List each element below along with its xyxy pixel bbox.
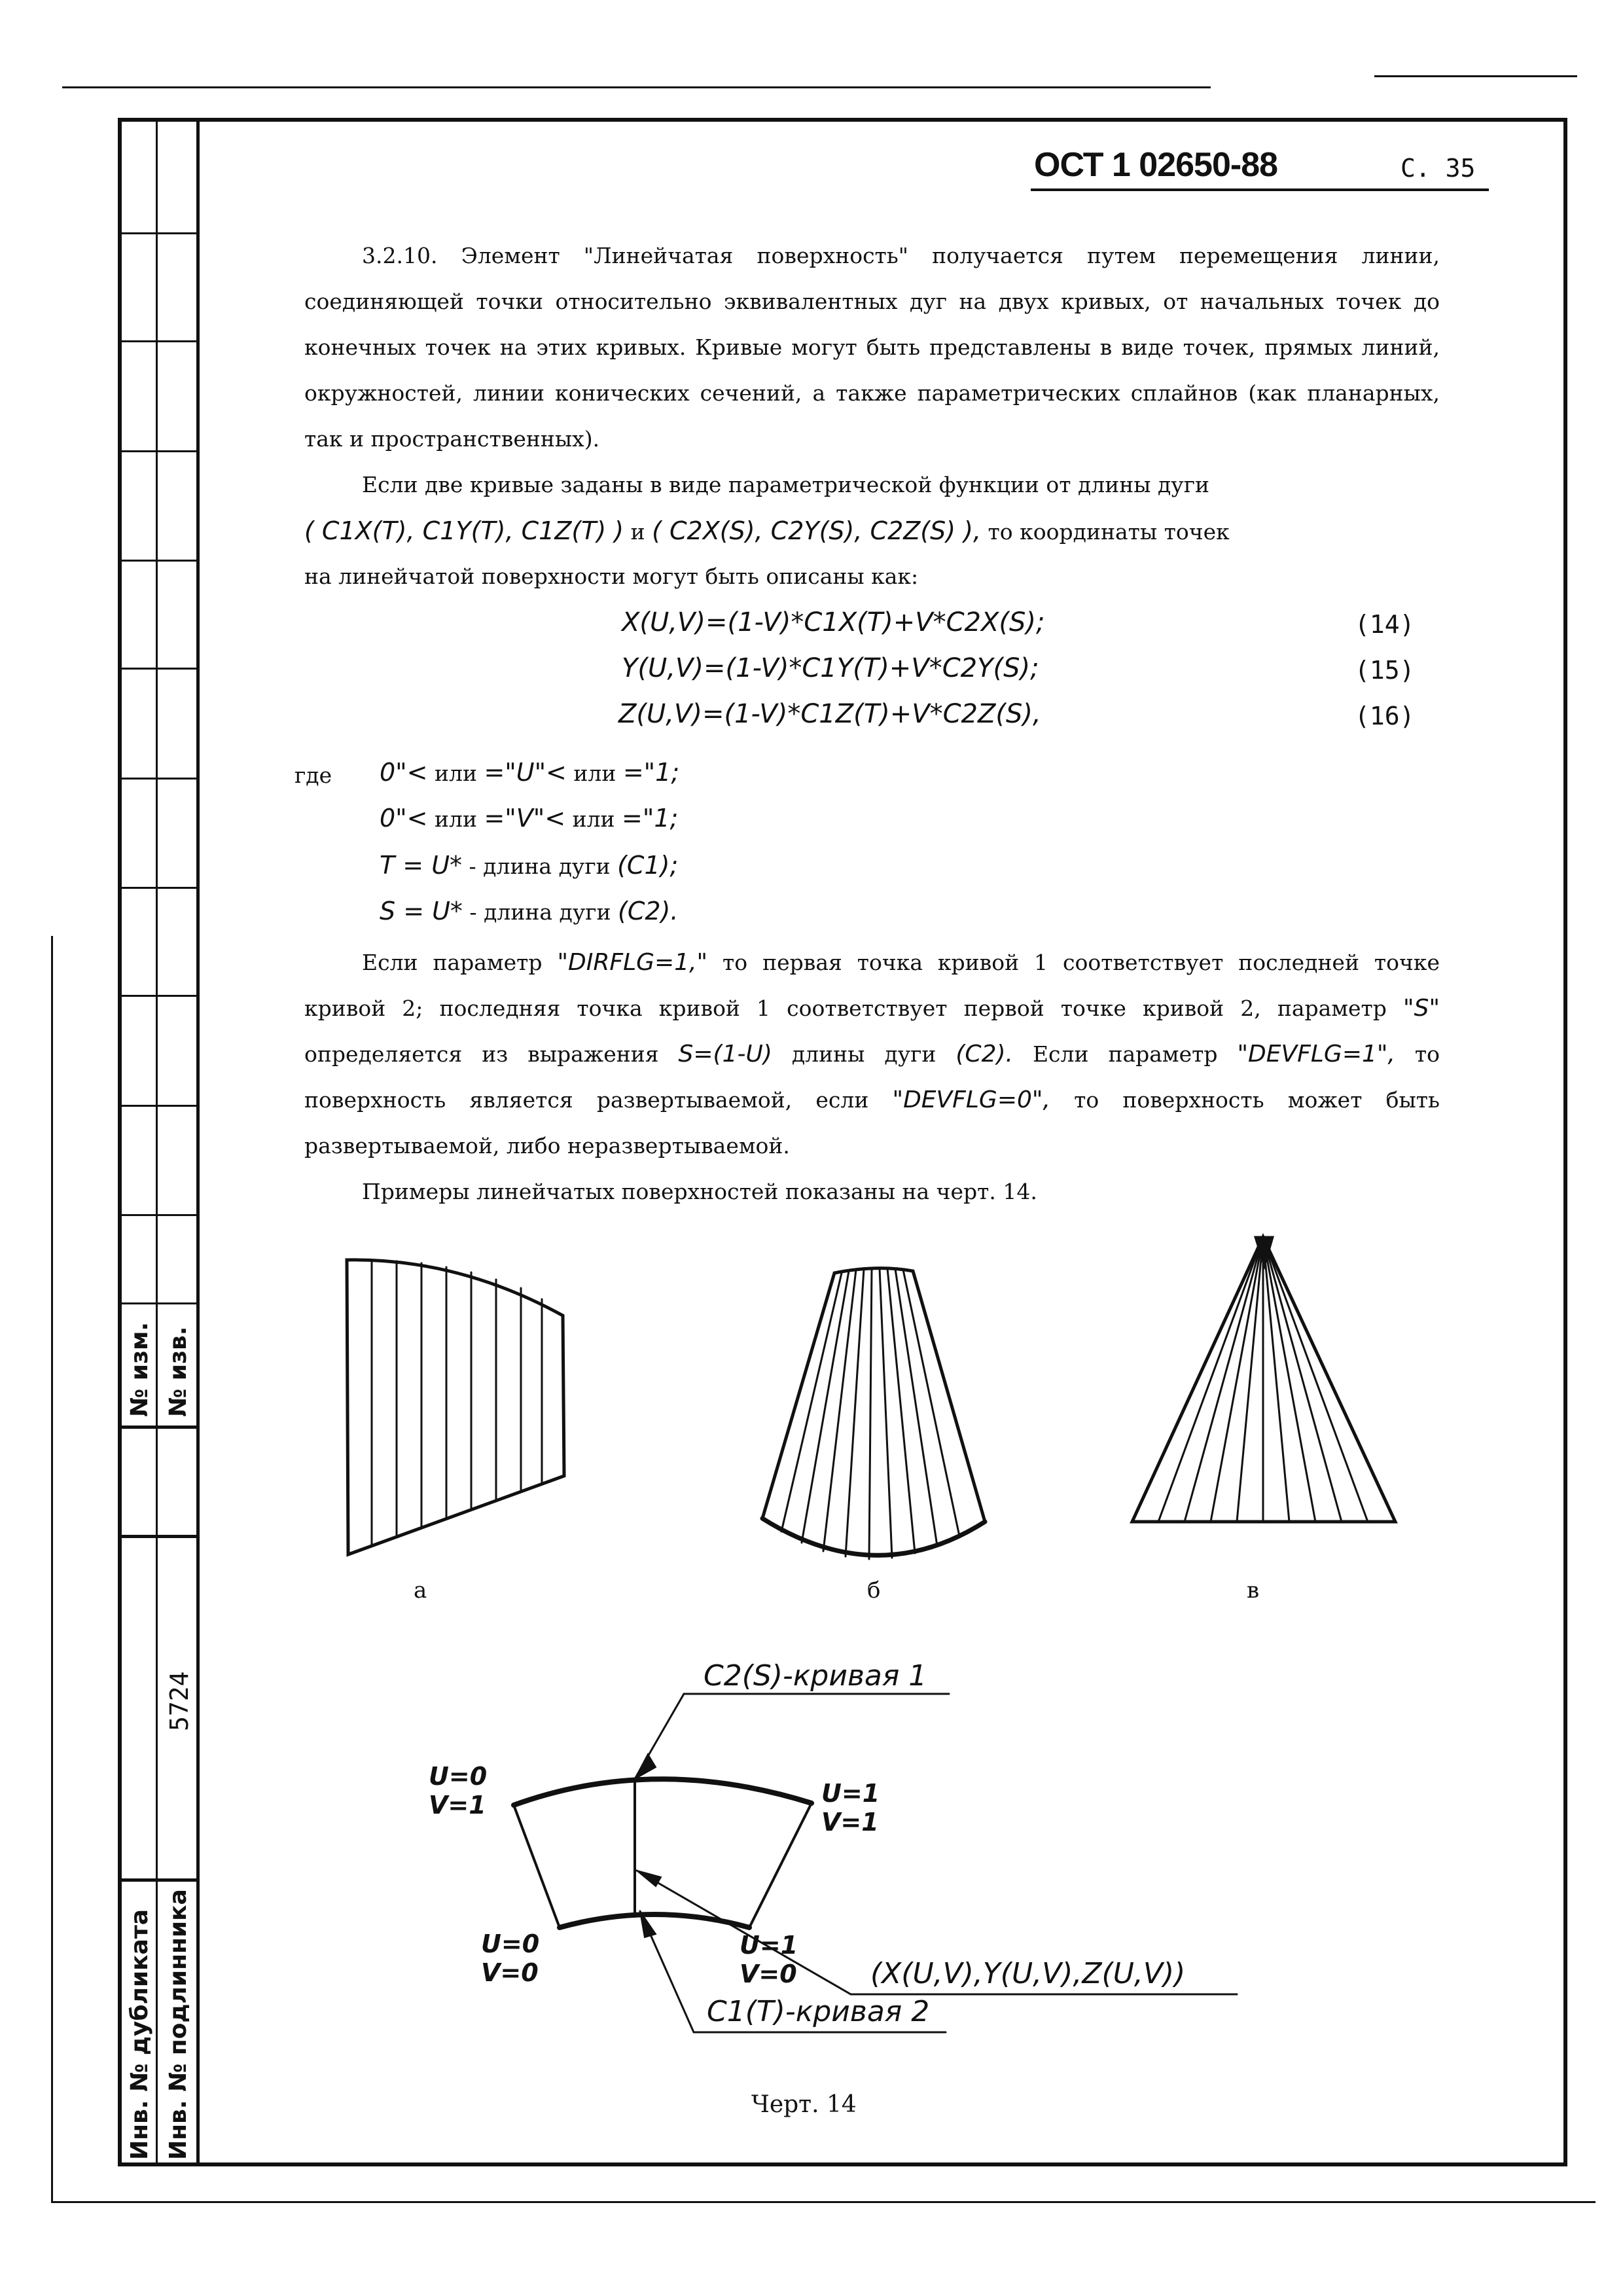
c2-ref: (C2). <box>955 1041 1013 1067</box>
corner-tr-v: V=1 <box>821 1808 879 1837</box>
standard-number: ОСТ 1 02650-88 <box>1034 146 1278 184</box>
devflg-1: "DEVFLG=1", <box>1237 1041 1395 1067</box>
original-inventory-number: 5724 <box>165 1671 194 1731</box>
duplicate-inventory-label: Инв. № дубликата <box>126 1909 153 2160</box>
coords-text: то координаты точек <box>981 519 1230 545</box>
page-number: С. 35 <box>1400 154 1476 183</box>
cond-u-a: 0"< <box>380 758 428 787</box>
figure-caption: Черт. 14 <box>751 2091 857 2118</box>
devflg-0: "DEVFLG=0", <box>892 1086 1050 1113</box>
figure-v-ruled-surface <box>1132 1237 1395 1522</box>
cond-v-e: ="1; <box>622 804 679 833</box>
cond-v-b: или <box>427 806 484 832</box>
corner-bl-u: U=0 <box>481 1929 540 1958</box>
cond-u-b: или <box>427 761 484 786</box>
p3-g: длины дуги <box>772 1041 956 1067</box>
cond-u-c: ="U"< <box>484 758 567 787</box>
paragraph-examples: Примеры линейчатых поверхностей показаны на черт. 14. <box>362 1179 1037 1204</box>
corner-top-right <box>821 1779 880 1837</box>
figure-b-label: б <box>867 1577 881 1604</box>
cond-v-c: ="V"< <box>484 804 566 833</box>
formula-15-number: (15) <box>1355 656 1415 685</box>
p3-m: то поверхность может быть развертываемой, либо неразвертываемой. <box>304 1087 1440 1158</box>
paragraph-3-2-10: 3.2.10. Элемент "Линейчатая поверхность" получается путем перемещения линии, соединяющей точки относительно эквивалентных дуг на двух кривых, от начальных точек до конечных точек на этих кривых. Кривые могут быть представлены в виде точек, прямых линий, окружностей, линии конических сечений, а также параметрических сплайнов (как планарных, так и пространственных). <box>304 243 1440 452</box>
p3-a: Если параметр <box>362 950 558 975</box>
formula-15: Y(U,V)=(1-V)*C1Y(T)+V*C2Y(S); <box>622 653 1039 683</box>
curve2-functions: ( C2X(S), C2Y(S), C2Z(S) ), <box>652 516 982 545</box>
formula-16-number: (16) <box>1355 702 1415 730</box>
cond-t-a: T = U* <box>380 851 463 880</box>
figure-v-label: в <box>1247 1577 1260 1604</box>
p3-c: то первая точка кривой 1 соответствует последней точке кривой 2; последняя точка кривой 1 соответствует первой точке кривой 2, параметр <box>304 950 1440 1021</box>
where-word: где <box>294 762 332 788</box>
formula-14: X(U,V)=(1-V)*C1X(T)+V*C2X(S); <box>622 607 1045 637</box>
param-intro-text: Если две кривые заданы в виде параметрической функции от длины дуги <box>362 472 1210 497</box>
figure-b-ruled-surface <box>762 1268 985 1559</box>
corner-top-left <box>429 1762 487 1820</box>
and-word: и <box>624 519 652 545</box>
p3-e: определяется из выражения <box>304 1041 679 1067</box>
formula-14-number: (14) <box>1355 610 1415 639</box>
corner-br-u: U=1 <box>740 1931 798 1960</box>
notice-number-label: № изв. <box>165 1326 192 1417</box>
change-number-label: № изм. <box>126 1321 153 1417</box>
surface-point-label: (X(U,V),Y(U,V),Z(U,V)) <box>870 1957 1186 1990</box>
cond-u-e: ="1; <box>622 758 680 787</box>
corner-bottom-left <box>481 1929 539 1987</box>
original-inventory-label: Инв. № подлинника <box>165 1889 192 2160</box>
corner-br-v: V=0 <box>740 1960 797 1988</box>
p3-i: Если параметр <box>1012 1041 1238 1067</box>
cond-t-c: (C1); <box>617 851 679 880</box>
cond-v-d: или <box>565 806 622 832</box>
param-outro-line: на линейчатой поверхности могут быть описаны как: <box>304 564 919 589</box>
corner-tl-u: U=0 <box>429 1762 488 1791</box>
cond-u-d: или <box>566 761 623 786</box>
cond-v-a: 0"< <box>380 804 428 833</box>
formula-16: Z(U,V)=(1-V)*C1Z(T)+V*C2Z(S), <box>618 699 1041 729</box>
corner-tr-u: U=1 <box>821 1779 880 1808</box>
s-expression: S=(1-U) <box>678 1041 772 1067</box>
corner-bottom-right <box>740 1931 798 1988</box>
corner-bl-v: V=0 <box>481 1958 539 1987</box>
figure-a-ruled-surface <box>347 1260 564 1554</box>
cond-s-b: - длина дуги <box>462 899 618 925</box>
curve-2-label: C1(T)-кривая 2 <box>707 1995 930 2028</box>
curve-1-label: C2(S)-кривая 1 <box>704 1659 927 1693</box>
cond-s-a: S = U* <box>380 897 463 925</box>
cond-t-b: - длина дуги <box>462 853 618 879</box>
corner-tl-v: V=1 <box>429 1791 486 1820</box>
curve1-functions: ( C1X(T), C1Y(T), C1Z(T) ) <box>304 516 624 545</box>
figure-a-label: а <box>414 1577 427 1604</box>
s-param: "S" <box>1403 995 1440 1022</box>
dirflg-param: "DIRFLG=1," <box>557 949 708 976</box>
cond-s-c: (C2). <box>618 897 679 925</box>
p3-k: то поверхность является развертываемой, если <box>304 1041 1440 1113</box>
